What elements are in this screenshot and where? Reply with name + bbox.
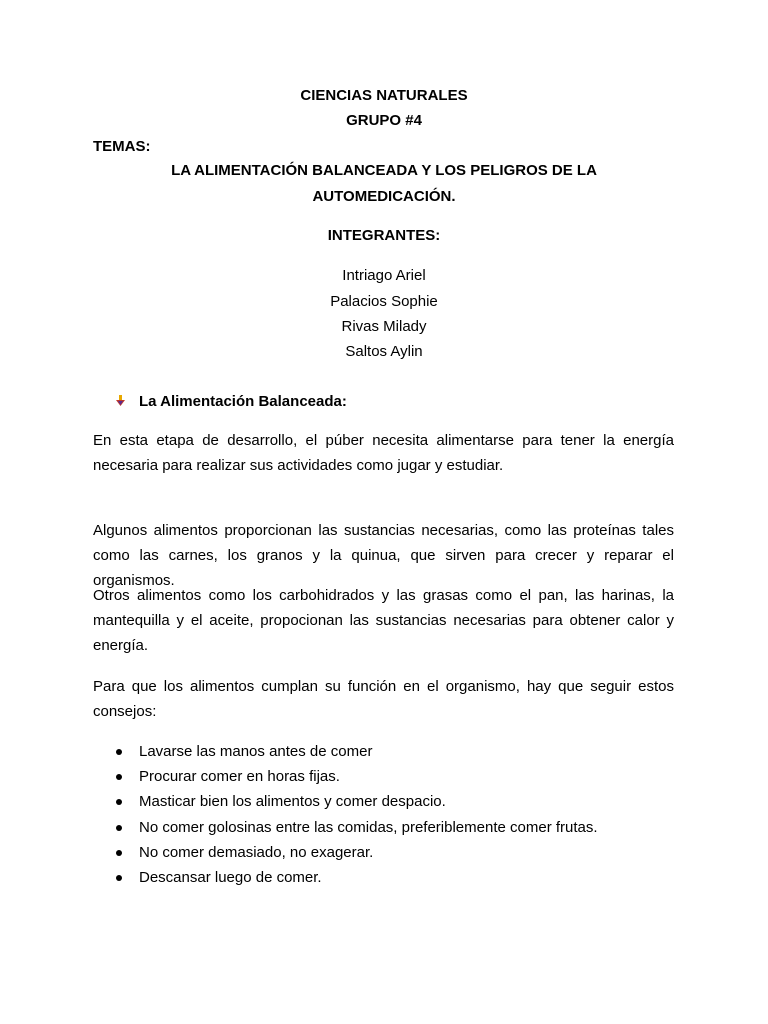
list-item [0, 743, 700, 768]
list-item-text: No comer golosinas entre las comidas, preferiblemente comer frutas. [139, 819, 598, 836]
bullet-dot-icon [116, 799, 122, 805]
list-item-text: Descansar luego de comer. [139, 869, 322, 886]
members-label: INTEGRANTES: [327, 227, 441, 244]
topic-line-1: LA ALIMENTACIÓN BALANCEADA Y LOS PELIGROS DE LA [171, 162, 597, 179]
bullet-dot-icon [116, 850, 122, 856]
subject-title: CIENCIAS NATURALES [300, 87, 468, 104]
paragraph: Algunos alimentos proporcionan las sustancias necesarias, como las proteínas tales como las carnes, los granos y la quinua, que sirven para crecer y reparar el organismos. [93, 522, 674, 589]
bullet-dot-icon [116, 875, 122, 881]
arrow-bullet-icon [115, 395, 127, 407]
paragraph: Para que los alimentos cumplan su función en el organismo, hay que seguir estos consejos: [93, 678, 674, 720]
bullet-dot-icon [116, 825, 122, 831]
member-name: Intriago Ariel [342, 267, 426, 284]
list-item [0, 869, 700, 894]
list-item-text: No comer demasiado, no exagerar. [139, 844, 374, 861]
list-item [0, 844, 700, 869]
list-item-text: Lavarse las manos antes de comer [139, 743, 373, 760]
list-item [0, 819, 700, 844]
section-heading: La Alimentación Balanceada: [139, 393, 347, 410]
member-name: Rivas Milady [341, 318, 427, 335]
topic-line-2: AUTOMEDICACIÓN. [312, 188, 456, 205]
bullet-dot-icon [116, 774, 122, 780]
bullet-dot-icon [116, 749, 122, 755]
list-item-text: Masticar bien los alimentos y comer despacio. [139, 793, 446, 810]
member-name: Palacios Sophie [330, 293, 438, 310]
group-title: GRUPO #4 [346, 112, 422, 129]
list-item-text: Procurar comer en horas fijas. [139, 768, 340, 785]
topics-label: TEMAS: [93, 138, 151, 155]
paragraph: Otros alimentos como los carbohidrados y las grasas como el pan, las harinas, la mantequilla y el aceite, propocionan las sustancias necesarias para obtener calor y energía. [93, 587, 674, 654]
list-item [0, 793, 700, 818]
paragraph: En esta etapa de desarrollo, el púber necesita alimentarse para tener la energía necesaria para realizar sus actividades como jugar y estudiar. [93, 432, 674, 474]
member-name: Saltos Aylin [345, 343, 423, 360]
list-item [0, 768, 700, 793]
